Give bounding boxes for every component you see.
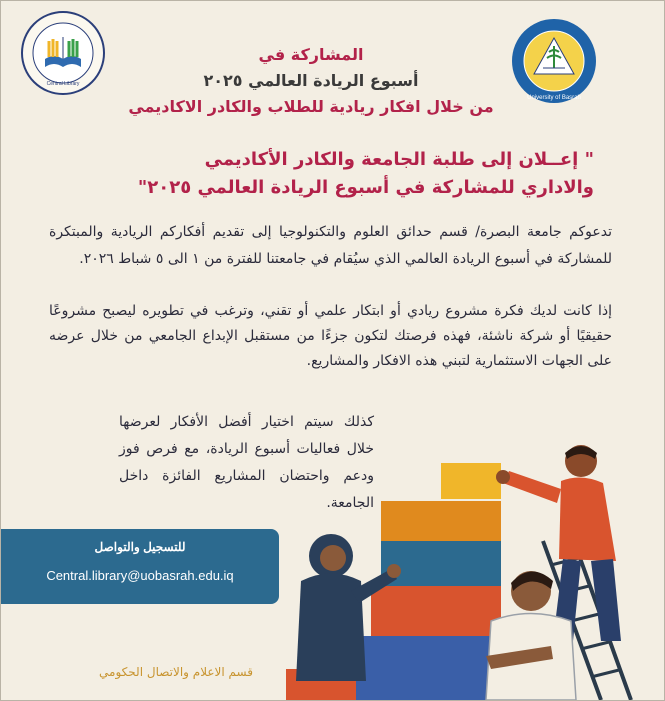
contact-box: [1, 529, 279, 604]
people-building-blocks-illustration: [281, 441, 664, 700]
right-logo-text: University of Basrah: [527, 95, 581, 101]
announcement-line-1: " إعــلان إلى طلبة الجامعة والكادر الأكاديمي: [204, 149, 594, 170]
selection-paragraph: كذلك سيتم اختيار أفضل الأفكار لعرضها خلال فعاليات أسبوع الريادة، مع فرص فوز ودعم واحتضان المشاريع الفائزة داخل الجامعة.: [119, 414, 374, 511]
central-library-logo: [19, 9, 107, 97]
university-of-basrah-logo: [509, 16, 599, 106]
footer-department: قسم الاعلام والاتصال الحكومي: [99, 665, 253, 679]
headline-ideas: من خلال افكار ريادية للطلاب والكادر الاكاديمي: [128, 97, 494, 116]
invitation-paragraph: تدعوكم جامعة البصرة/ قسم حدائق العلوم والتكنولوجيا إلى تقديم أفكاركم الريادية والمبتكرة للمشاركة في أسبوع الريادة العالمي الذي سيُقام في جامعتنا للفترة من ١ الى ٥ شباط ٢٠٢٦.: [49, 224, 612, 267]
contact-title: للتسجيل والتواصل: [94, 540, 186, 554]
left-logo-text: Central Library: [46, 81, 80, 87]
headline-week: أسبوع الريادة العالمي ٢٠٢٥: [203, 71, 419, 90]
headline-participation: المشاركة في: [258, 45, 364, 64]
contact-email-link[interactable]: Central.library@uobasrah.edu.iq: [46, 568, 234, 583]
opportunity-paragraph: إذا كانت لديك فكرة مشروع ريادي أو ابتكار علمي أو تقني، وترغب في تطويره ليصبح مشروعًا حقيقيًا أو شركة ناشئة، فهذه فرصتك لتكون جزءًا من مستقبل الإبداع الجامعي من خلال عرضه على الجهات الاستثمارية لتبني هذه الافكار والمشاريع.: [49, 303, 612, 369]
announcement-line-2: والاداري للمشاركة في أسبوع الريادة العالمي ٢٠٢٥": [137, 177, 594, 198]
